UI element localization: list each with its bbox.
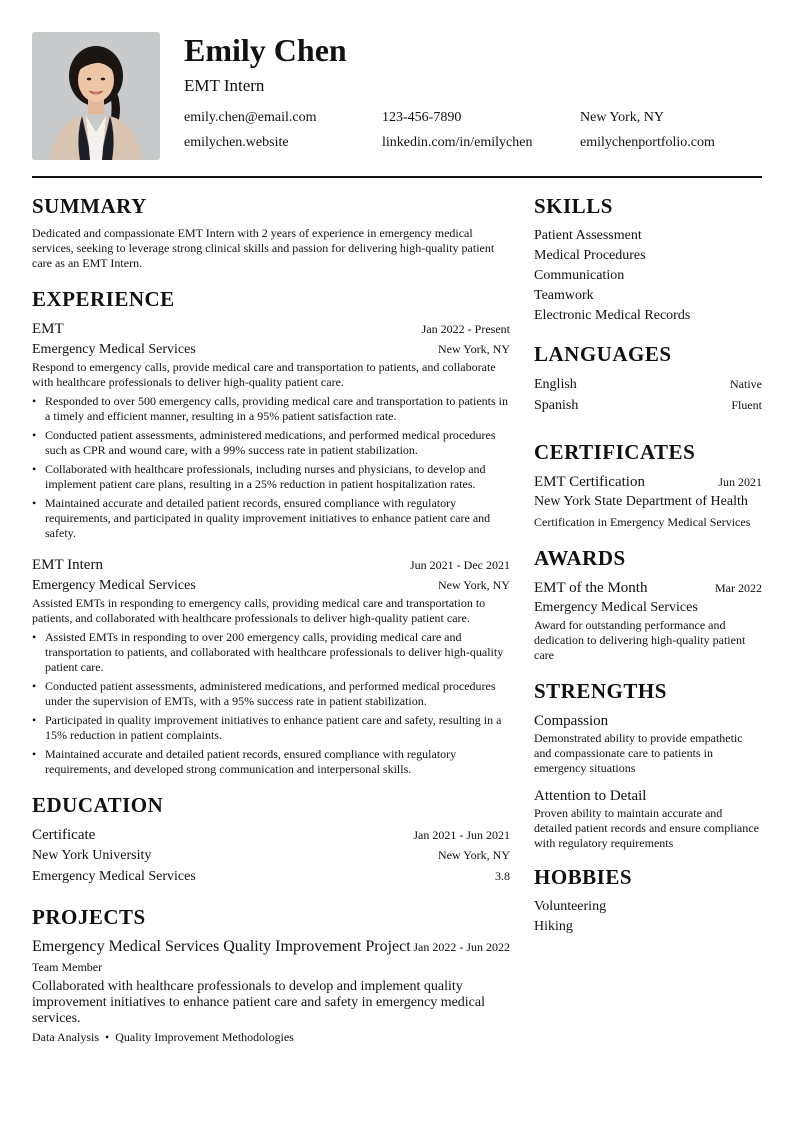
education-school: New York University <box>32 848 152 863</box>
job-bullets <box>32 630 510 777</box>
section-heading: AWARDS <box>534 546 626 570</box>
education-section <box>32 793 510 887</box>
experience-section <box>32 287 510 777</box>
right-column <box>534 194 762 937</box>
project-tag: Data Analysis <box>32 1030 99 1044</box>
awards-section <box>534 546 762 663</box>
list-item: • Collaborated with healthcare professionals, including nurses and physicians, to develop and implement patient care plans, resulting in a 25% reduction in patient hospitalization rates. <box>45 462 510 492</box>
strength-name: Attention to Detail <box>534 788 647 804</box>
hobby-item: Volunteering <box>534 899 607 914</box>
phone-number[interactable]: 123-456-7890 <box>382 110 462 125</box>
job-entry <box>32 319 510 541</box>
portfolio-link[interactable]: emilychenportfolio.com <box>580 135 715 150</box>
location-text: New York, NY <box>580 110 665 125</box>
list-item: • Maintained accurate and detailed patient records, ensured compliance with regulatory requirements, and developed strong communication and interpersonal skills. <box>45 747 510 777</box>
summary-section <box>32 194 510 271</box>
language-level: Native <box>730 377 762 391</box>
hobbies-section <box>534 865 762 937</box>
list-item: • Conducted patient assessments, administered medications, and performed medical procedures under the supervision of EMTs, with a 95% success rate in patient stabilization. <box>45 679 510 709</box>
job-description: Respond to emergency calls, provide medical care and transportation to patients, and collaborate with healthcare professionals to deliver high-quality patient care. <box>32 360 496 389</box>
education-gpa: 3.8 <box>495 869 510 883</box>
certificate-name: EMT Certification <box>534 474 645 490</box>
resume-page <box>32 32 762 1044</box>
job-dates: Jun 2021 - Dec 2021 <box>410 558 510 572</box>
hobby-item: Hiking <box>534 919 573 934</box>
candidate-title: EMT Intern <box>184 76 265 95</box>
section-heading: LANGUAGES <box>534 342 672 366</box>
project-dates: Jan 2022 - Jun 2022 <box>413 940 510 954</box>
projects-section <box>32 905 510 1047</box>
website-link[interactable]: emilychen.website <box>184 135 289 150</box>
tag-separator: • <box>105 1030 110 1044</box>
section-heading: EXPERIENCE <box>32 287 175 311</box>
header-info <box>184 32 762 150</box>
project-name: Emergency Medical Services Quality Improvement Project <box>32 938 411 955</box>
language-level: Fluent <box>731 398 762 412</box>
list-item: • Conducted patient assessments, administered medications, and performed medical procedures such as CPR and wound care, with a 99% success rate in patient stabilization. <box>45 428 510 458</box>
list-item: • Maintained accurate and detailed patient records, ensured compliance with regulatory requirements, and participated in quality improvement initiatives to enhance patient care and safety. <box>45 496 510 541</box>
job-location: New York, NY <box>437 342 510 356</box>
languages-section <box>534 342 762 416</box>
section-heading: STRENGTHS <box>534 679 667 703</box>
candidate-name: Emily Chen <box>184 32 347 68</box>
section-heading: SKILLS <box>534 194 613 218</box>
education-dates: Jan 2021 - Jun 2021 <box>413 828 510 842</box>
strength-name: Compassion <box>534 713 609 729</box>
project-description: Collaborated with healthcare professionals to develop and implement quality improvement initiatives to enhance patient care and safety in emergency medical services. <box>32 979 486 1026</box>
email-link[interactable]: emily.chen@email.com <box>184 110 317 125</box>
job-entry <box>32 555 510 777</box>
resume-header <box>32 32 762 160</box>
section-heading: SUMMARY <box>32 194 147 218</box>
profile-photo <box>32 32 160 160</box>
job-bullets <box>32 394 510 541</box>
left-column <box>32 194 510 1047</box>
skill-item: Communication <box>534 268 625 283</box>
job-dates: Jan 2022 - Present <box>421 322 510 336</box>
section-heading: CERTIFICATES <box>534 440 696 464</box>
education-field: Emergency Medical Services <box>32 869 196 884</box>
certificate-issuer: New York State Department of Health <box>534 494 748 509</box>
list-item: • Participated in quality improvement initiatives to enhance patient care and safety, resulting in a 15% reduction in patient complaints. <box>45 713 510 743</box>
certificate-description: Certification in Emergency Medical Services <box>534 515 751 529</box>
certificate-date: Jun 2021 <box>718 475 762 489</box>
award-date: Mar 2022 <box>715 581 762 595</box>
skill-item: Electronic Medical Records <box>534 308 691 323</box>
project-tag: Quality Improvement Methodologies <box>115 1030 294 1044</box>
skill-item: Teamwork <box>534 288 594 303</box>
job-title: EMT <box>32 321 64 337</box>
certificates-section <box>534 440 762 532</box>
language-name: Spanish <box>534 398 579 413</box>
job-org: Emergency Medical Services <box>32 578 196 593</box>
linkedin-link[interactable]: linkedin.com/in/emilychen <box>382 135 533 150</box>
award-issuer: Emergency Medical Services <box>534 600 698 615</box>
award-description: Award for outstanding performance and dedication to delivering high-quality patient care <box>534 618 746 662</box>
project-role: Team Member <box>32 960 103 974</box>
section-heading: PROJECTS <box>32 905 146 929</box>
language-name: English <box>534 377 577 392</box>
skill-item: Patient Assessment <box>534 228 642 243</box>
strength-description: Proven ability to maintain accurate and detailed patient records and ensure compliance with regulatory requirements <box>534 806 759 850</box>
award-name: EMT of the Month <box>534 580 648 596</box>
education-degree: Certificate <box>32 827 96 843</box>
job-description: Assisted EMTs in responding to emergency calls, providing medical care and transportation to patients, and collaborated with healthcare professionals to deliver high-quality patient care. <box>32 596 486 625</box>
list-item: • Responded to over 500 emergency calls, providing medical care and transportation to patients in a timely and efficient manner, resulting in a 95% patient satisfaction rate. <box>45 394 510 424</box>
job-location: New York, NY <box>437 578 510 592</box>
section-heading: HOBBIES <box>534 865 633 889</box>
summary-text: Dedicated and compassionate EMT Intern with 2 years of experience in emergency medical services, seeking to leverage strong clinical skills and passion for delivering high-quality patient care as an EMT Intern. <box>32 226 495 270</box>
header-divider <box>32 176 762 178</box>
project-tags <box>32 1027 510 1047</box>
job-org: Emergency Medical Services <box>32 342 196 357</box>
education-location: New York, NY <box>437 848 510 862</box>
strengths-section <box>534 679 762 851</box>
section-heading: EDUCATION <box>32 793 164 817</box>
skill-item: Medical Procedures <box>534 248 646 263</box>
skills-section <box>534 194 762 326</box>
strength-description: Demonstrated ability to provide empathetic and compassionate care to patients in emergency situations <box>534 731 743 775</box>
job-title: EMT Intern <box>32 557 103 573</box>
list-item: • Assisted EMTs in responding to over 200 emergency calls, providing medical care and transportation to patients, and collaborated with healthcare professionals to deliver high-quality patient care. <box>45 630 510 675</box>
